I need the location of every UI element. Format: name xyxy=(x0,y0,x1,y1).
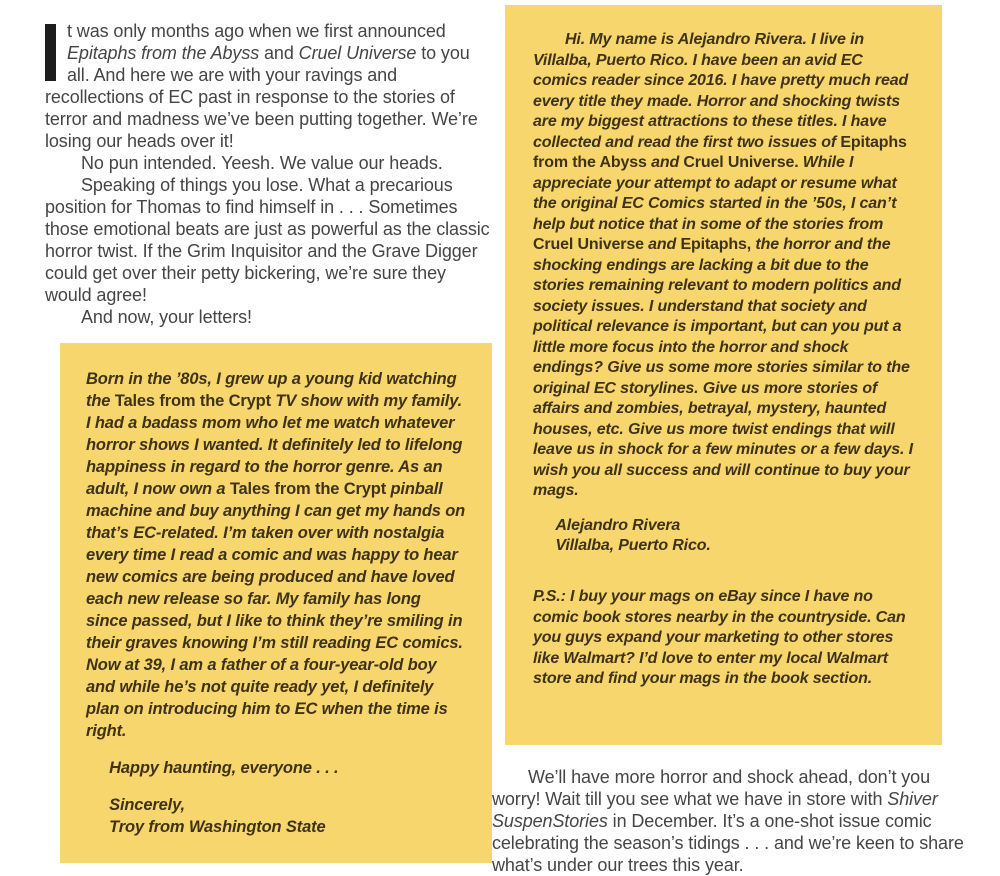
text-segment: and xyxy=(259,43,299,63)
text-segment: While I appreciate your attempt to adapt or resume what the original EC Comics started in the ’50s, I can’t help but notice that in some of the stories from xyxy=(533,154,897,233)
letter-troy xyxy=(60,343,492,863)
paragraph xyxy=(45,174,493,306)
text-segment: and xyxy=(646,154,684,171)
text-segment: And now, your letters! xyxy=(81,307,252,327)
paragraph xyxy=(533,516,914,557)
paragraph xyxy=(533,30,914,502)
text-segment: We’ll have more horror and shock ahead, don’t you worry! Wait till you see what we have in store with xyxy=(492,767,930,809)
text-segment: Speaking of things you lose. What a precarious position for Thomas to find himself in . . . Sometimes those emotional beats are just as powerful as the classic horror twist. If the Grim Inquisitor and the Grave Digger could get over their petty bickering, we’re sure they would agree! xyxy=(45,175,490,305)
text-segment: Hi. My name is Alejandro Rivera. I live in Villalba, Puerto Rico. I have been an avid EC comics reader since 2016. I have pretty much read every title they made. Horror and shocking twists are my biggest attractions to these titles. I have collected and read the first two issues of xyxy=(533,31,909,151)
text-segment: and xyxy=(643,236,681,253)
text-segment: Cruel Universe xyxy=(533,236,644,253)
text-segment: Cruel Universe xyxy=(298,43,417,63)
text-segment: pinball machine and buy anything I can get my hands on that’s EC-related. I’m taken over with nostalgia every time I read a comic and was happy to hear new comics are being produced and have loved each new release so far. My family has long since passed, but I like to think they’re smiling in their graves knowing I’m still reading EC comics. Now at 39, I am a father of a four-year-old boy and while he’s not quite ready yet, I definitely plan on introducing him to EC when the time is right. xyxy=(86,480,466,740)
text-segment: to you all. And here we are with your ravings and recollections of EC past in response to the stories of terror and madness we’ve been putting together. We’re losing our heads over it! xyxy=(45,43,478,151)
paragraph xyxy=(45,20,493,152)
paragraph xyxy=(45,152,493,174)
paragraph xyxy=(492,766,964,876)
text-segment: Happy haunting, everyone . . . xyxy=(109,758,339,777)
paragraph xyxy=(86,757,466,779)
paragraph xyxy=(86,794,466,838)
paragraph xyxy=(533,587,914,690)
outro-editorial xyxy=(492,766,964,876)
text-segment: TV show with my family. I had a badass mom who let me watch whatever horror shows I wanted. It definitely led to lifelong happiness in regard to the horror genre. As an adult, I now own a xyxy=(86,392,463,498)
text-segment: Sincerely, Troy from Washington State xyxy=(109,795,326,836)
text-segment: Epitaphs, xyxy=(680,236,752,253)
text-segment: Cruel Universe. xyxy=(683,154,799,171)
text-segment: Shiver SuspenStories xyxy=(492,789,938,831)
letter-alejandro xyxy=(505,5,942,745)
text-segment: t was only months ago when we first announced xyxy=(67,21,446,41)
text-segment: No pun intended. Yeesh. We value our heads. xyxy=(81,153,443,173)
text-segment: Born in the ’80s, I grew up a young kid watching the xyxy=(86,370,457,410)
text-segment: the horror and the shocking endings are lacking a bit due to the stories remaining relevant to modern politics and society issues. I understand that society and political relevance is important, but can you put a little more focus into the horror and shock endings? Give us some more stories similar to the original EC storylines. Give us more stories of affairs and zombies, betrayal, mystery, haunted houses, etc. Give us more twist endings that will leave us in shock for a few minutes or a few days. I wish you all success and will continue to buy your mags. xyxy=(533,236,913,499)
paragraph xyxy=(86,368,466,742)
text-segment: Tales from the Crypt xyxy=(114,392,271,410)
text-segment: Tales from the Crypt xyxy=(229,480,387,498)
drop-cap-letter xyxy=(45,24,56,81)
text-segment: Alejandro Rivera Villalba, Puerto Rico. xyxy=(555,516,711,555)
text-segment: P.S.: I buy your mags on eBay since I have no comic book stores nearby in the countryside. Can you guys expand your marketing to other stores like Walmart? I’d love to enter my local Walmart store and find your mags in the book section. xyxy=(533,588,906,688)
text-segment: in December. It’s a one-shot issue comic celebrating the season’s tidings . . . and we’re keen to share what’s under our trees this year. xyxy=(492,811,964,875)
intro-editorial xyxy=(45,20,493,328)
paragraph xyxy=(45,306,493,328)
text-segment: Epitaphs from the Abyss xyxy=(533,133,907,171)
text-segment: Epitaphs from the Abyss xyxy=(67,43,260,63)
